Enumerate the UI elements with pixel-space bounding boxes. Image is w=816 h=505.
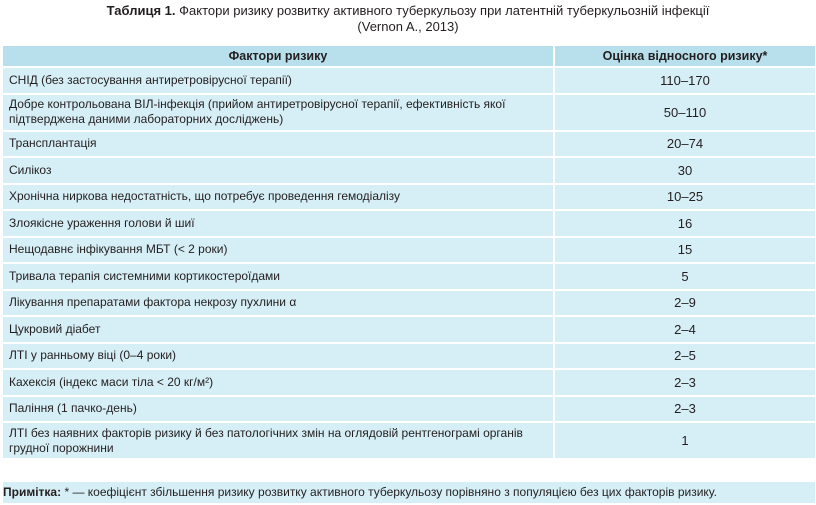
risk-cell: 2–3	[555, 397, 815, 422]
risk-cell: 5	[555, 264, 815, 289]
table-row	[3, 185, 815, 210]
table-row	[3, 423, 815, 458]
table-row	[3, 344, 815, 369]
factor-cell: Нещодавнє інфікування МБТ (< 2 роки)	[3, 238, 555, 263]
table-footnote	[3, 482, 815, 503]
table-row	[3, 95, 815, 130]
factor-cell: Паління (1 пачко-день)	[3, 397, 555, 422]
factor-cell: ЛТІ у ранньому віці (0–4 роки)	[3, 344, 555, 369]
table-row	[3, 397, 815, 422]
risk-cell: 20–74	[555, 132, 815, 157]
table-row	[3, 370, 815, 395]
risk-factors-table	[3, 44, 815, 460]
risk-cell: 2–4	[555, 317, 815, 342]
factor-cell: Трансплантація	[3, 132, 555, 157]
risk-cell: 110–170	[555, 68, 815, 93]
table-header-row	[3, 46, 815, 66]
table-row	[3, 132, 815, 157]
risk-cell: 50–110	[555, 95, 815, 130]
factor-cell: Цукровий діабет	[3, 317, 555, 342]
table-row	[3, 68, 815, 93]
header-factors: Фактори ризику	[3, 46, 555, 66]
factor-cell: СНІД (без застосування антиретровірусної терапії)	[3, 68, 555, 93]
table-row	[3, 238, 815, 263]
risk-cell: 10–25	[555, 185, 815, 210]
footnote-label: Примітка:	[3, 485, 62, 499]
table-row	[3, 158, 815, 183]
table-row	[3, 264, 815, 289]
factor-cell: Тривала терапія системними кортикостероїдами	[3, 264, 555, 289]
factor-cell: Лікування препаратами фактора некрозу пухлини α	[3, 291, 555, 316]
risk-cell: 1	[555, 423, 815, 458]
table-row	[3, 291, 815, 316]
factor-cell: Кахексія (індекс маси тіла < 20 кг/м²)	[3, 370, 555, 395]
risk-cell: 15	[555, 238, 815, 263]
risk-cell: 2–5	[555, 344, 815, 369]
table-source: (Vernon A., 2013)	[357, 19, 459, 34]
factor-cell: Хронічна ниркова недостатність, що потребує проведення гемодіалізу	[3, 185, 555, 210]
risk-cell: 2–3	[555, 370, 815, 395]
table-title	[0, 3, 816, 35]
risk-cell: 16	[555, 211, 815, 236]
factor-cell: Добре контрольована ВІЛ-інфекція (прийом антиретровірусної терапії, ефективність якої підтверджена даними лабораторних досліджень)	[3, 95, 555, 130]
factor-cell: Силікоз	[3, 158, 555, 183]
header-relative-risk: Оцінка відносного ризику*	[555, 46, 815, 66]
risk-cell: 30	[555, 158, 815, 183]
factor-cell: Злоякісне ураження голови й шиї	[3, 211, 555, 236]
footnote-text: * — коефіцієнт збільшення ризику розвитку активного туберкульозу порівняно з популяцією без цих факторів ризику.	[61, 485, 717, 499]
table-number: Таблиця 1.	[106, 3, 176, 18]
table-caption: Фактори ризику розвитку активного туберкульозу при латентній туберкульозній інфекції	[179, 3, 710, 18]
risk-cell: 2–9	[555, 291, 815, 316]
factor-cell: ЛТІ без наявних факторів ризику й без патологічних змін на оглядовій рентгенограмі органів грудної порожнини	[3, 423, 555, 458]
table-row	[3, 317, 815, 342]
table-body	[3, 68, 815, 458]
table-row	[3, 211, 815, 236]
